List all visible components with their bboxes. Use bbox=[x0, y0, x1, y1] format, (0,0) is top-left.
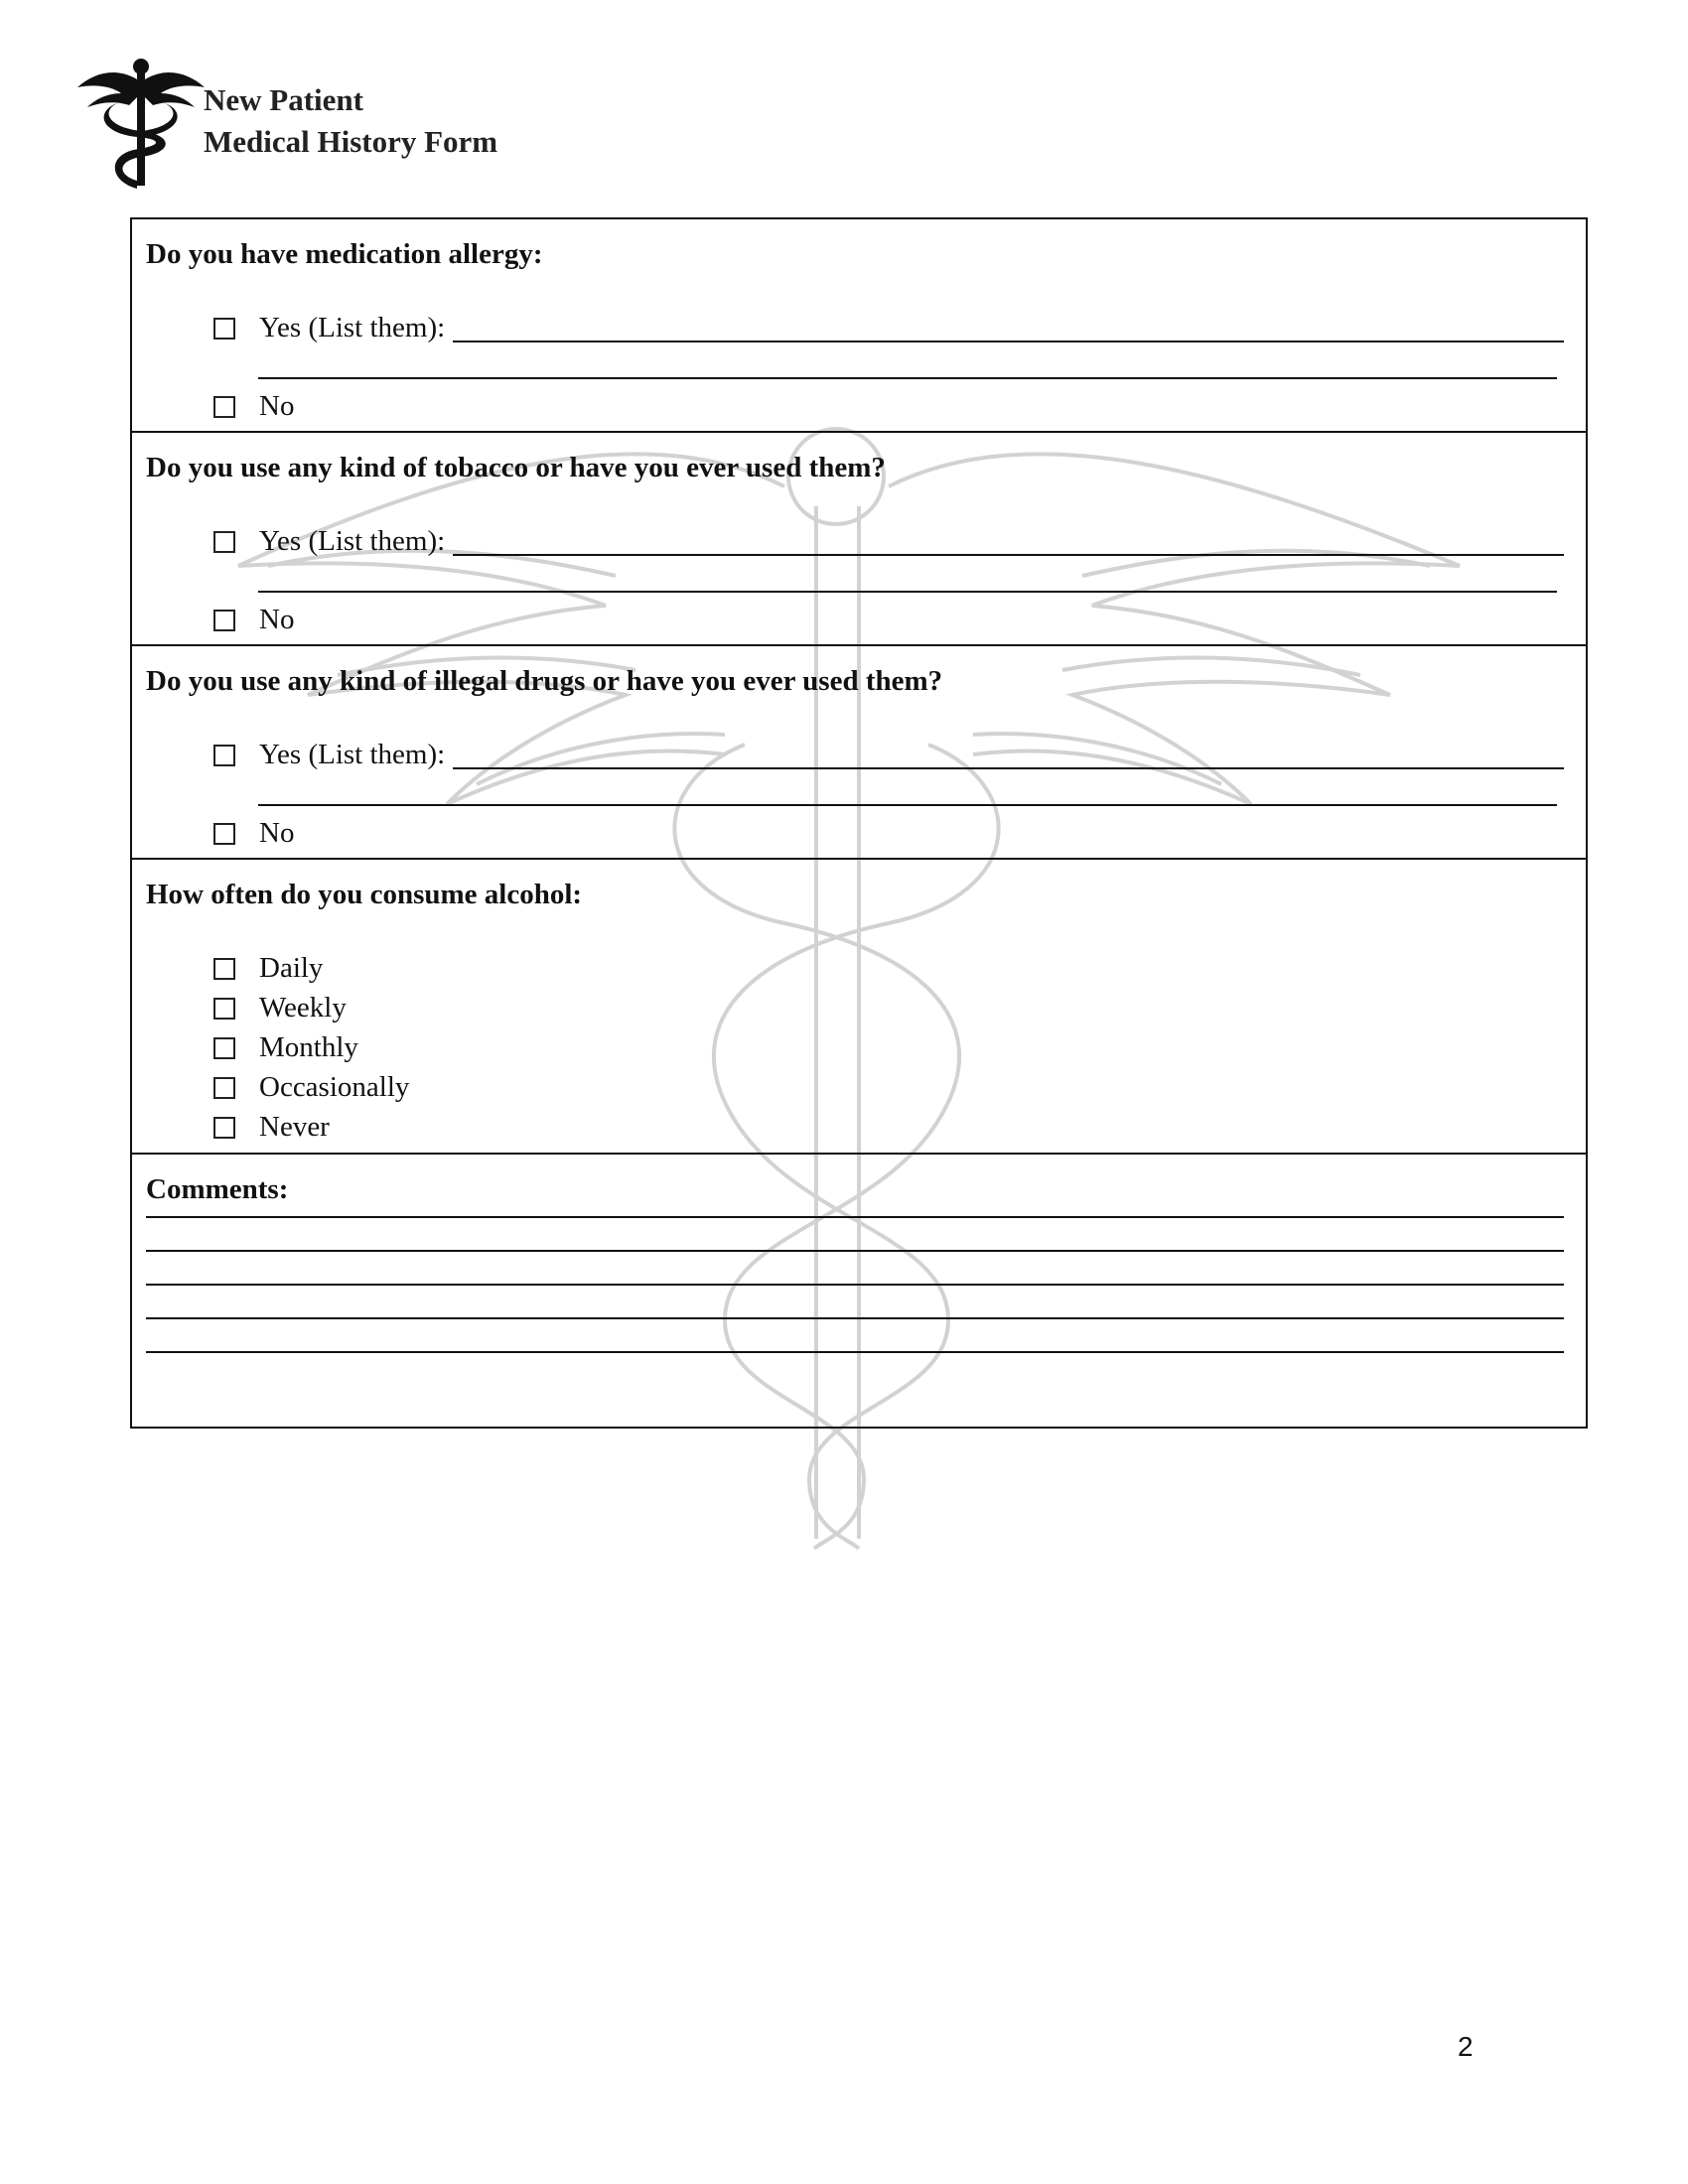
alcohol-option-occasionally bbox=[213, 1070, 1564, 1104]
alcohol-option-never bbox=[213, 1110, 1564, 1144]
allergy-no-label: No bbox=[259, 390, 295, 422]
tobacco-yes-checkbox[interactable] bbox=[213, 531, 235, 553]
form-title bbox=[204, 79, 497, 163]
comments-section bbox=[132, 1155, 1586, 1427]
alcohol-weekly-label: Weekly bbox=[259, 992, 347, 1024]
drugs-yes-checkbox[interactable] bbox=[213, 745, 235, 766]
allergy-question: Do you have medication allergy: bbox=[146, 238, 543, 270]
tobacco-yes-row bbox=[213, 524, 1564, 558]
page-number: 2 bbox=[1458, 2031, 1474, 2062]
alcohol-daily-label: Daily bbox=[259, 952, 324, 984]
comment-line[interactable] bbox=[146, 1218, 1564, 1252]
drugs-list-field[interactable] bbox=[453, 738, 1564, 769]
tobacco-no-row bbox=[213, 603, 1564, 636]
tobacco-no-checkbox[interactable] bbox=[213, 610, 235, 631]
tobacco-list-field[interactable] bbox=[453, 524, 1564, 556]
alcohol-question: How often do you consume alcohol: bbox=[146, 879, 583, 910]
tobacco-question: Do you use any kind of tobacco or have you ever used them? bbox=[146, 452, 886, 483]
allergy-list-field[interactable] bbox=[453, 311, 1564, 342]
alcohol-daily-checkbox[interactable] bbox=[213, 958, 235, 980]
alcohol-occasionally-label: Occasionally bbox=[259, 1071, 410, 1103]
alcohol-occasionally-checkbox[interactable] bbox=[213, 1077, 235, 1099]
alcohol-monthly-checkbox[interactable] bbox=[213, 1037, 235, 1059]
form-title-line2: Medical History Form bbox=[204, 124, 498, 159]
allergy-list-field-line2[interactable] bbox=[258, 376, 1557, 379]
comment-line[interactable] bbox=[146, 1206, 1564, 1218]
form-title-line1: New Patient bbox=[204, 82, 363, 117]
comment-line[interactable] bbox=[146, 1319, 1564, 1353]
alcohol-weekly-checkbox[interactable] bbox=[213, 998, 235, 1020]
allergy-section bbox=[132, 219, 1586, 433]
alcohol-section bbox=[132, 860, 1586, 1155]
tobacco-section bbox=[132, 433, 1586, 646]
alcohol-never-label: Never bbox=[259, 1111, 330, 1143]
allergy-yes-label: Yes (List them): bbox=[259, 312, 446, 343]
drugs-no-checkbox[interactable] bbox=[213, 823, 235, 845]
drugs-yes-row bbox=[213, 738, 1564, 771]
alcohol-option-daily bbox=[213, 951, 1564, 985]
alcohol-option-weekly bbox=[213, 991, 1564, 1024]
medical-history-form bbox=[130, 217, 1588, 1429]
alcohol-monthly-label: Monthly bbox=[259, 1031, 358, 1063]
drugs-yes-label: Yes (List them): bbox=[259, 739, 446, 770]
allergy-no-checkbox[interactable] bbox=[213, 396, 235, 418]
allergy-yes-checkbox[interactable] bbox=[213, 318, 235, 340]
drugs-no-label: No bbox=[259, 817, 295, 849]
comments-label: Comments: bbox=[146, 1173, 289, 1205]
tobacco-no-label: No bbox=[259, 604, 295, 635]
comment-line[interactable] bbox=[146, 1286, 1564, 1319]
tobacco-yes-label: Yes (List them): bbox=[259, 525, 446, 557]
drugs-list-field-line2[interactable] bbox=[258, 803, 1557, 806]
form-header bbox=[77, 58, 633, 192]
alcohol-option-monthly bbox=[213, 1030, 1564, 1064]
drugs-no-row bbox=[213, 816, 1564, 850]
comment-line[interactable] bbox=[146, 1252, 1564, 1286]
allergy-no-row bbox=[213, 389, 1564, 423]
drugs-question: Do you use any kind of illegal drugs or have you ever used them? bbox=[146, 665, 943, 697]
allergy-yes-row bbox=[213, 311, 1564, 344]
alcohol-options bbox=[146, 951, 1564, 1144]
drugs-section bbox=[132, 646, 1586, 860]
comments-lines[interactable] bbox=[146, 1206, 1564, 1353]
caduceus-icon bbox=[77, 58, 205, 192]
tobacco-list-field-line2[interactable] bbox=[258, 590, 1557, 593]
alcohol-never-checkbox[interactable] bbox=[213, 1117, 235, 1139]
